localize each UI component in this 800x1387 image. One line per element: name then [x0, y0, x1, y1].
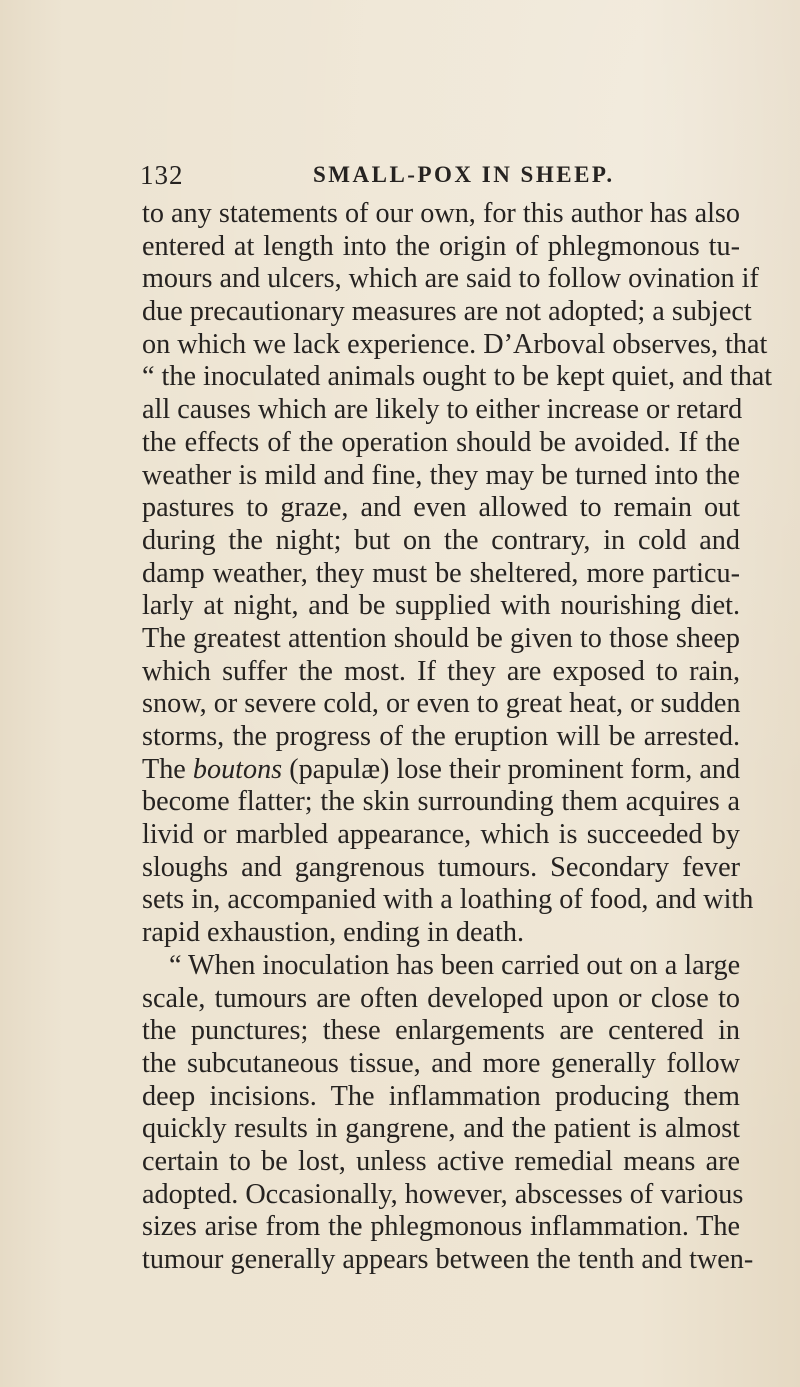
- running-head: [140, 160, 740, 196]
- text-line-15: which suffer the most. If they are exposed to rain,: [142, 655, 740, 687]
- text-line-27: the subcutaneous tissue, and more generally follow: [142, 1047, 740, 1079]
- text-line-23: rapid exhaustion, ending in death.: [142, 917, 525, 949]
- text-line-8: the effects of the operation should be avoided. If the: [142, 426, 740, 458]
- text-line-14: The greatest attention should be given to those sheep: [142, 622, 740, 654]
- line-18-prefix: The: [142, 753, 193, 785]
- text-line-30: certain to be lost, unless active remedial means are: [142, 1145, 740, 1177]
- text-line-26: the punctures; these enlargements are centered in: [142, 1015, 740, 1047]
- text-line-32: sizes arise from the phlegmonous inflammation. The: [142, 1211, 740, 1243]
- text-line-3: mours and ulcers, which are said to follow ovination if: [142, 263, 759, 295]
- text-line-33: tumour generally appears between the tenth and twen-: [142, 1244, 754, 1275]
- text-line-9: weather is mild and fine, they may be turned into the: [142, 459, 740, 491]
- text-line-31: adopted. Occasionally, however, abscesses of various: [142, 1178, 744, 1210]
- text-line-13: larly at night, and be supplied with nourishing diet.: [142, 590, 740, 622]
- body-text: [142, 198, 773, 1277]
- text-line-29: quickly results in gangrene, and the patient is almost: [142, 1113, 740, 1145]
- text-line-24: “ When inoculation has been carried out on a large: [169, 949, 741, 981]
- text-line-21: sloughs and gangrenous tumours. Secondary fever: [142, 851, 740, 883]
- text-line-7: all causes which are likely to either increase or retard: [142, 394, 743, 426]
- text-line-20: livid or marbled appearance, which is succeeded by: [142, 819, 740, 851]
- text-line-11: during the night; but on the contrary, in cold and: [142, 524, 740, 556]
- text-line-19: become flatter; the skin surrounding them acquires a: [142, 786, 740, 818]
- text-line-28: deep incisions. The inflammation producing them: [142, 1080, 740, 1112]
- line-18-rest: lose their prominent form, and: [396, 753, 741, 785]
- line-18-italic-boutons: boutons: [192, 753, 283, 785]
- text-line-10: pastures to graze, and even allowed to remain out: [142, 492, 740, 524]
- text-line-16: snow, or severe cold, or even to great heat, or sudden: [142, 688, 741, 720]
- page-number: 132: [140, 160, 184, 190]
- text-line-12: damp weather, they must be sheltered, more particu-: [142, 557, 740, 589]
- text-line-17: storms, the progress of the eruption will be arrested.: [142, 721, 740, 752]
- running-title: SMALL-POX IN SHEEP.: [313, 162, 615, 187]
- text-line-25: scale, tumours are often developed upon or close to: [142, 982, 740, 1014]
- text-line-2: entered at length into the origin of phlegmonous tu-: [142, 230, 740, 262]
- text-line-6: “ the inoculated animals ought to be kept quiet, and that: [142, 361, 773, 393]
- text-line-18: [142, 754, 740, 787]
- text-line-1: to any statements of our own, for this author has also: [142, 198, 740, 229]
- line-18-middle: (papulæ): [282, 753, 397, 785]
- text-line-22: sets in, accompanied with a loathing of food, and with: [142, 884, 754, 916]
- text-line-4: due precautionary measures are not adopted; a subject: [142, 296, 752, 328]
- text-line-5: on which we lack experience. D’Arboval observes, that: [142, 328, 768, 360]
